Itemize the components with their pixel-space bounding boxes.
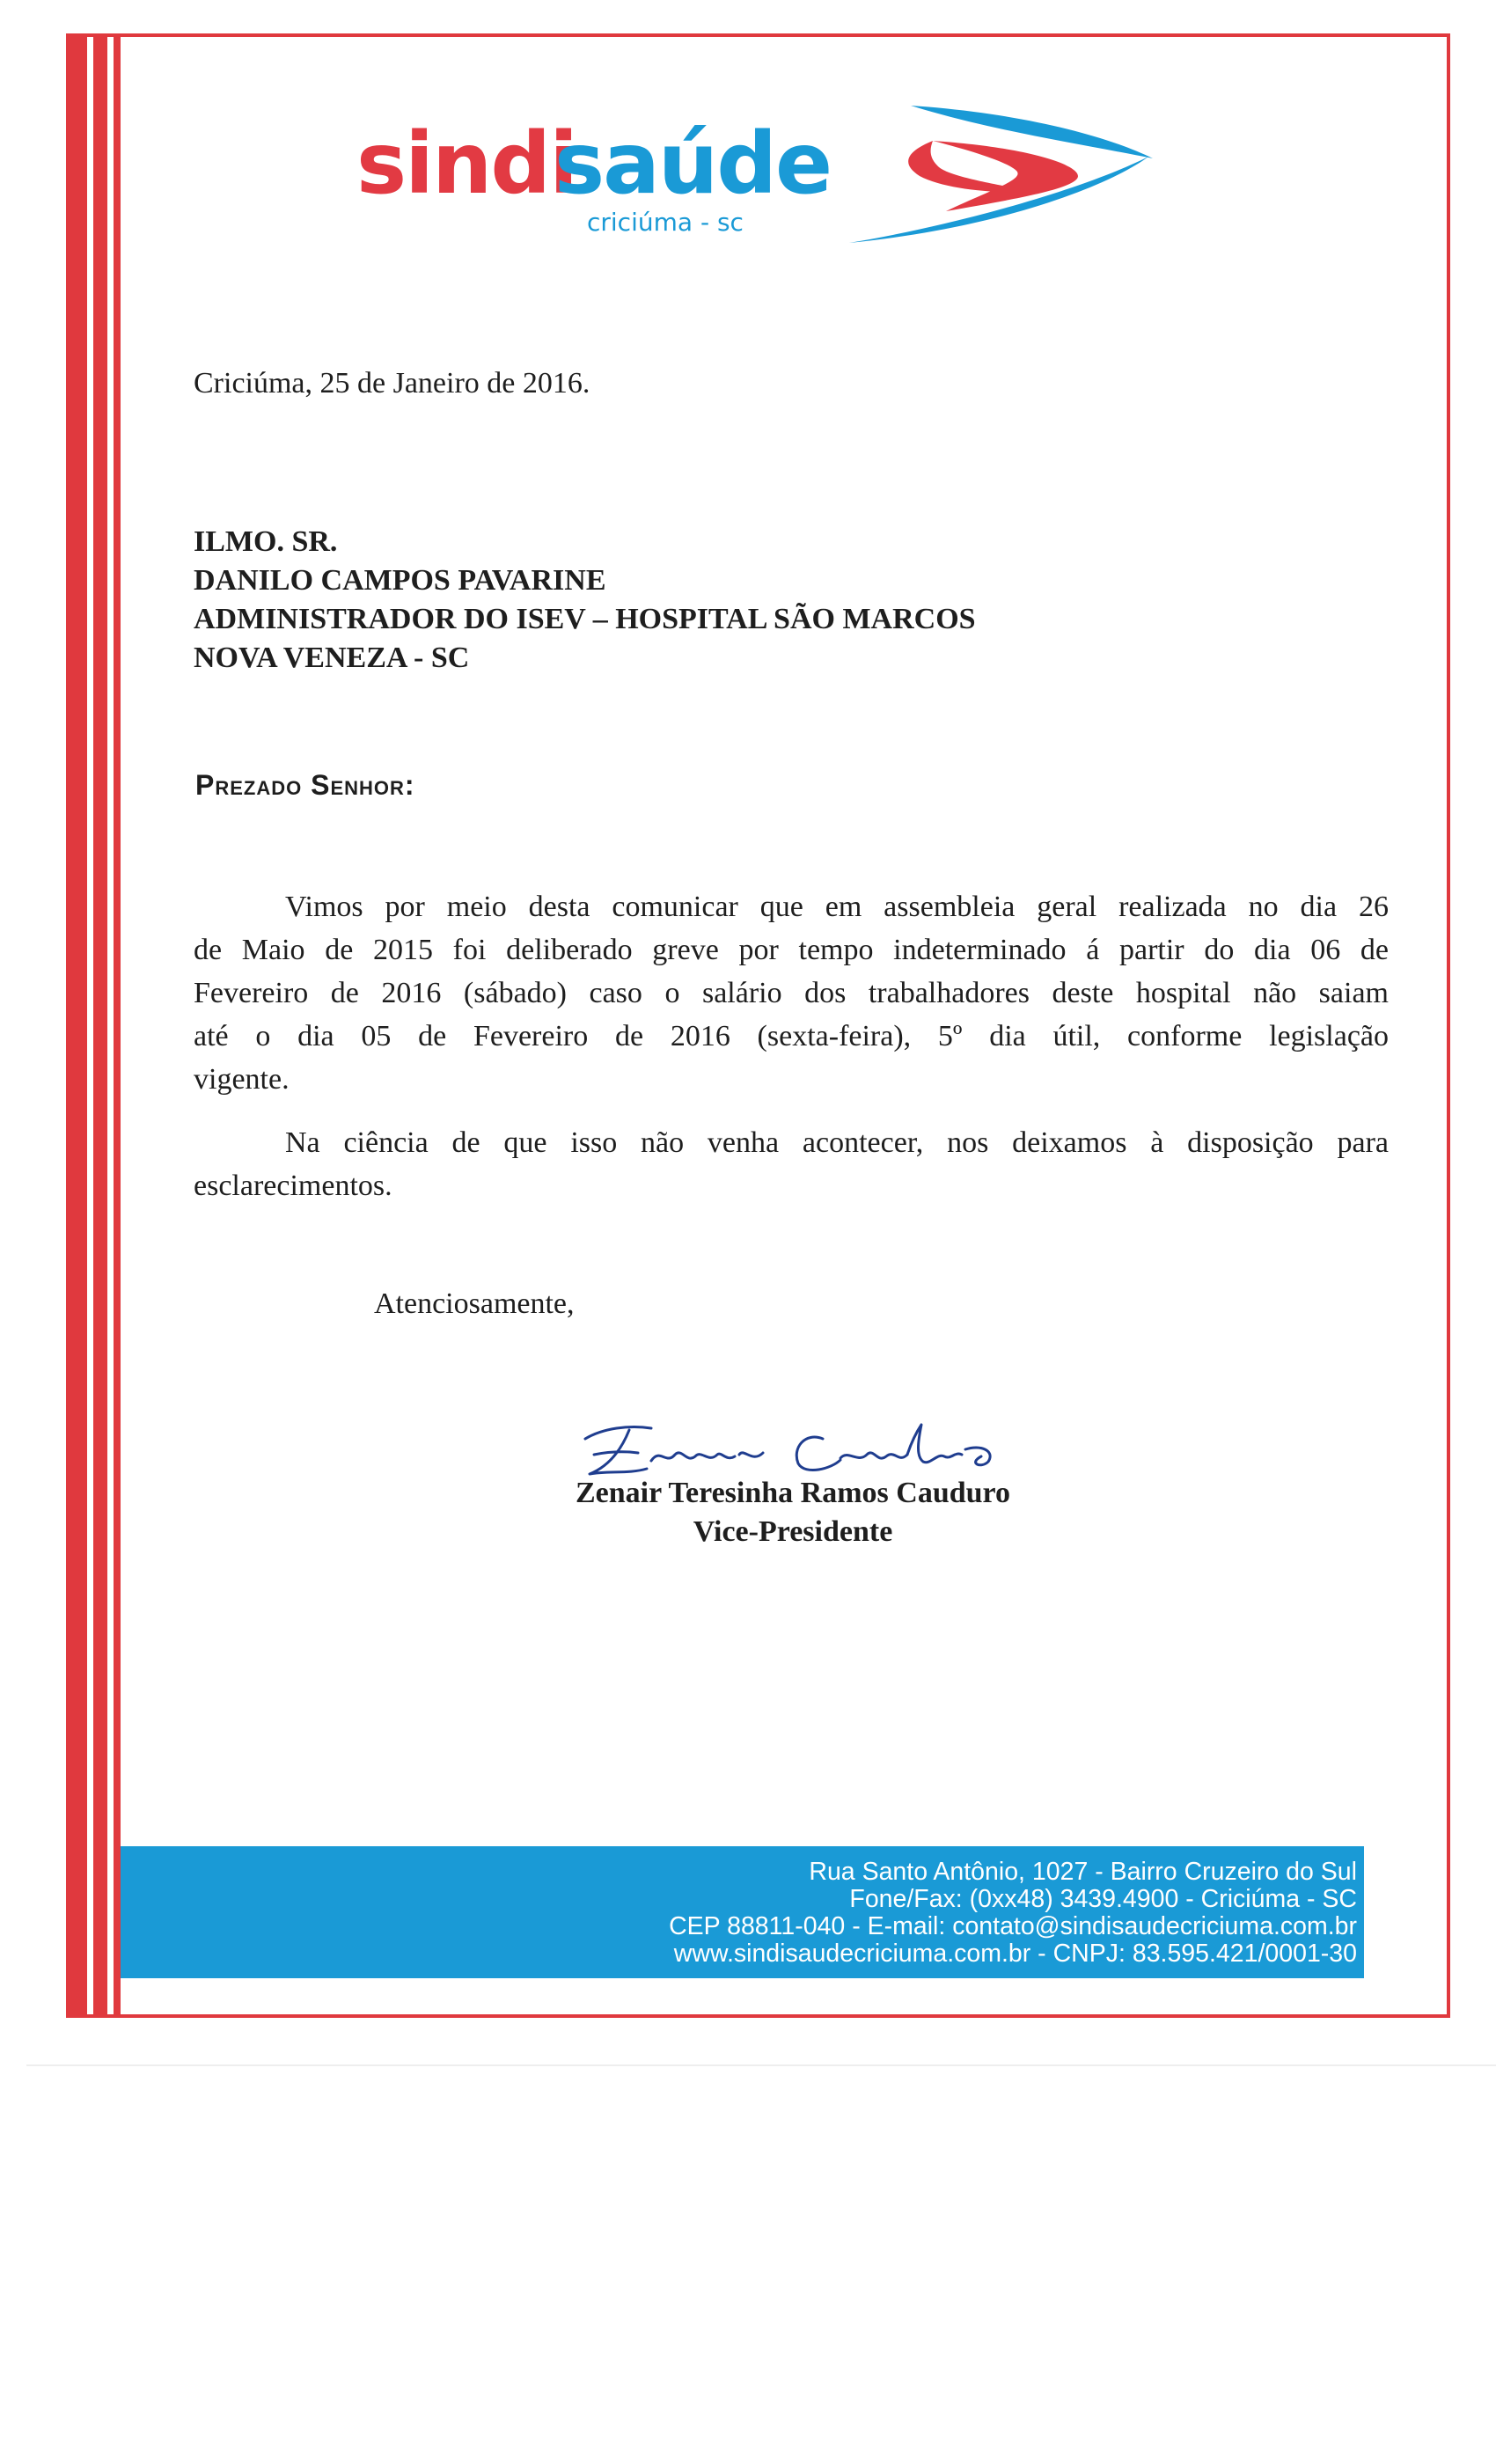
body-paragraph <box>194 1121 1389 1207</box>
logo-swoosh-icon <box>814 95 1184 253</box>
salutation: Prezado Senhor: <box>195 769 415 801</box>
left-red-stripe <box>114 33 121 2018</box>
body-line: Na ciência de que isso não venha acontecer, nos deixamos à disposição para <box>285 1126 1389 1159</box>
closing: Atenciosamente, <box>374 1287 575 1320</box>
body-line: Fevereiro de 2016 (sábado) caso o salário dos trabalhadores deste hospital não saiam <box>194 977 1389 1009</box>
recipient-line: ADMINISTRADOR DO ISEV – HOSPITAL SÃO MARCOS <box>194 603 976 635</box>
recipient-line: DANILO CAMPOS PAVARINE <box>194 564 606 597</box>
footer-contact-info <box>669 1859 1357 1968</box>
footer-website-cnpj: www.sindisaudecriciuma.com.br - CNPJ: 83.595.421/0001-30 <box>673 1940 1357 1968</box>
body-line: de Maio de 2015 foi deliberado greve por tempo indeterminado á partir do dia 06 de <box>194 934 1389 966</box>
recipient-line: NOVA VENEZA - SC <box>194 642 470 674</box>
footer-contact-band <box>121 1846 1364 1978</box>
left-red-stripe <box>93 33 107 2018</box>
left-red-stripe <box>66 33 87 2018</box>
body-line: até o dia 05 de Fevereiro de 2016 (sexta-feira), 5º dia útil, conforme legislação <box>194 1020 1389 1052</box>
footer-address: Rua Santo Antônio, 1027 - Bairro Cruzeiro do Sul <box>809 1858 1357 1886</box>
footer-email: CEP 88811-040 - E-mail: contato@sindisaudecriciuma.com.br <box>669 1912 1357 1940</box>
footer-phone: Fone/Fax: (0xx48) 3439.4900 - Criciúma - SC <box>849 1885 1357 1913</box>
signer-role: Vice-Presidente <box>693 1515 893 1548</box>
letter-date: Criciúma, 25 de Janeiro de 2016. <box>194 367 590 400</box>
sindisaude-logo <box>356 95 1236 253</box>
logo-city: criciúma - sc <box>587 208 744 237</box>
body-line: Vimos por meio desta comunicar que em assembleia geral realizada no dia 26 <box>285 891 1389 923</box>
signer-name: Zenair Teresinha Ramos Cauduro <box>575 1477 1011 1509</box>
body-paragraph <box>194 885 1389 1101</box>
body-line: esclarecimentos. <box>194 1170 392 1202</box>
logo-text-sindi: sindi <box>356 114 577 213</box>
logo-text-saude: saúde <box>554 114 832 213</box>
page-edge <box>26 2064 1496 2066</box>
body-line: vigente. <box>194 1063 290 1096</box>
recipient-line: ILMO. SR. <box>194 525 338 558</box>
